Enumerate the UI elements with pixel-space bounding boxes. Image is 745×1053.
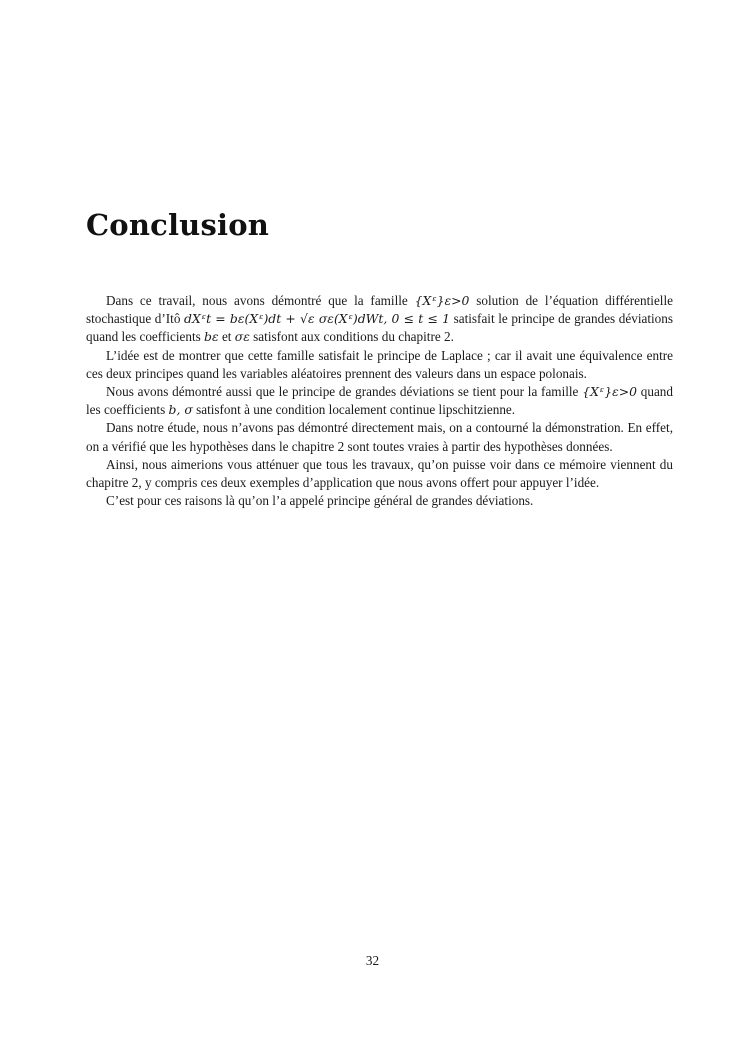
math-family-x-epsilon: {Xᵋ}ε>0: [582, 384, 637, 400]
math-b-epsilon: bε: [204, 329, 219, 345]
math-family-x-epsilon: {Xᵋ}ε>0: [414, 293, 470, 308]
page-number: 32: [365, 953, 380, 968]
paragraph-3-text: Nous avons démontré aussi que le principe de grandes déviations se tient pour la famille: [106, 384, 583, 400]
conclusion-body: [86, 292, 673, 510]
chapter-title: Conclusion: [86, 208, 270, 242]
paragraph-5: Ainsi, nous aimerions vous atténuer que tous les travaux, qu’on puisse voir dans ce mémoire viennent du chapitre 2, y compris ces deux exemples d’application que nous avons offert pour appuyer l’idée.: [86, 456, 673, 491]
paragraph-4: Dans notre étude, nous n’avons pas démontré directement mais, on a contourné la démonstration. En effet, on a vérifié que les hypothèses dans le chapitre 2 sont toutes vraies à partir des hypothèses données.: [86, 420, 673, 454]
paragraph-1-text: satisfont aux conditions du chapitre 2.: [249, 329, 454, 345]
paragraph-1-text: satisfait le principe de grandes déviations quand les coefficients: [86, 311, 673, 345]
paragraph-1-text: solution de l’équation différentielle stochastique d’Itô: [86, 293, 673, 327]
paragraph-3-text: satisfont à une condition localement continue lipschitzienne.: [192, 402, 516, 418]
math-b-sigma: b, σ: [168, 402, 193, 418]
paragraph-1-text: Dans ce travail, nous avons démontré que la famille: [106, 293, 415, 308]
math-sigma-epsilon: σε: [234, 329, 250, 345]
paragraph-2: L’idée est de montrer que cette famille satisfait le principe de Laplace ; car il avait une équivalence entre ces deux principes quand les variables aléatoires prennent des valeurs dans un espace polonais.: [86, 347, 673, 381]
math-ito-sde: dXᵋt = bε(Xᵋ)dt + √ε σε(Xᵋ)dWt, 0 ≤ t ≤ 1: [184, 311, 451, 327]
paragraph-6: C’est pour ces raisons là qu’on l’a appelé principe général de grandes déviations.: [106, 493, 534, 509]
paragraph-3: [86, 383, 673, 419]
paragraph-1-text: et: [218, 329, 235, 345]
paragraph-1: [86, 292, 673, 347]
paragraph-3-text: quand les coefficients: [86, 384, 673, 418]
